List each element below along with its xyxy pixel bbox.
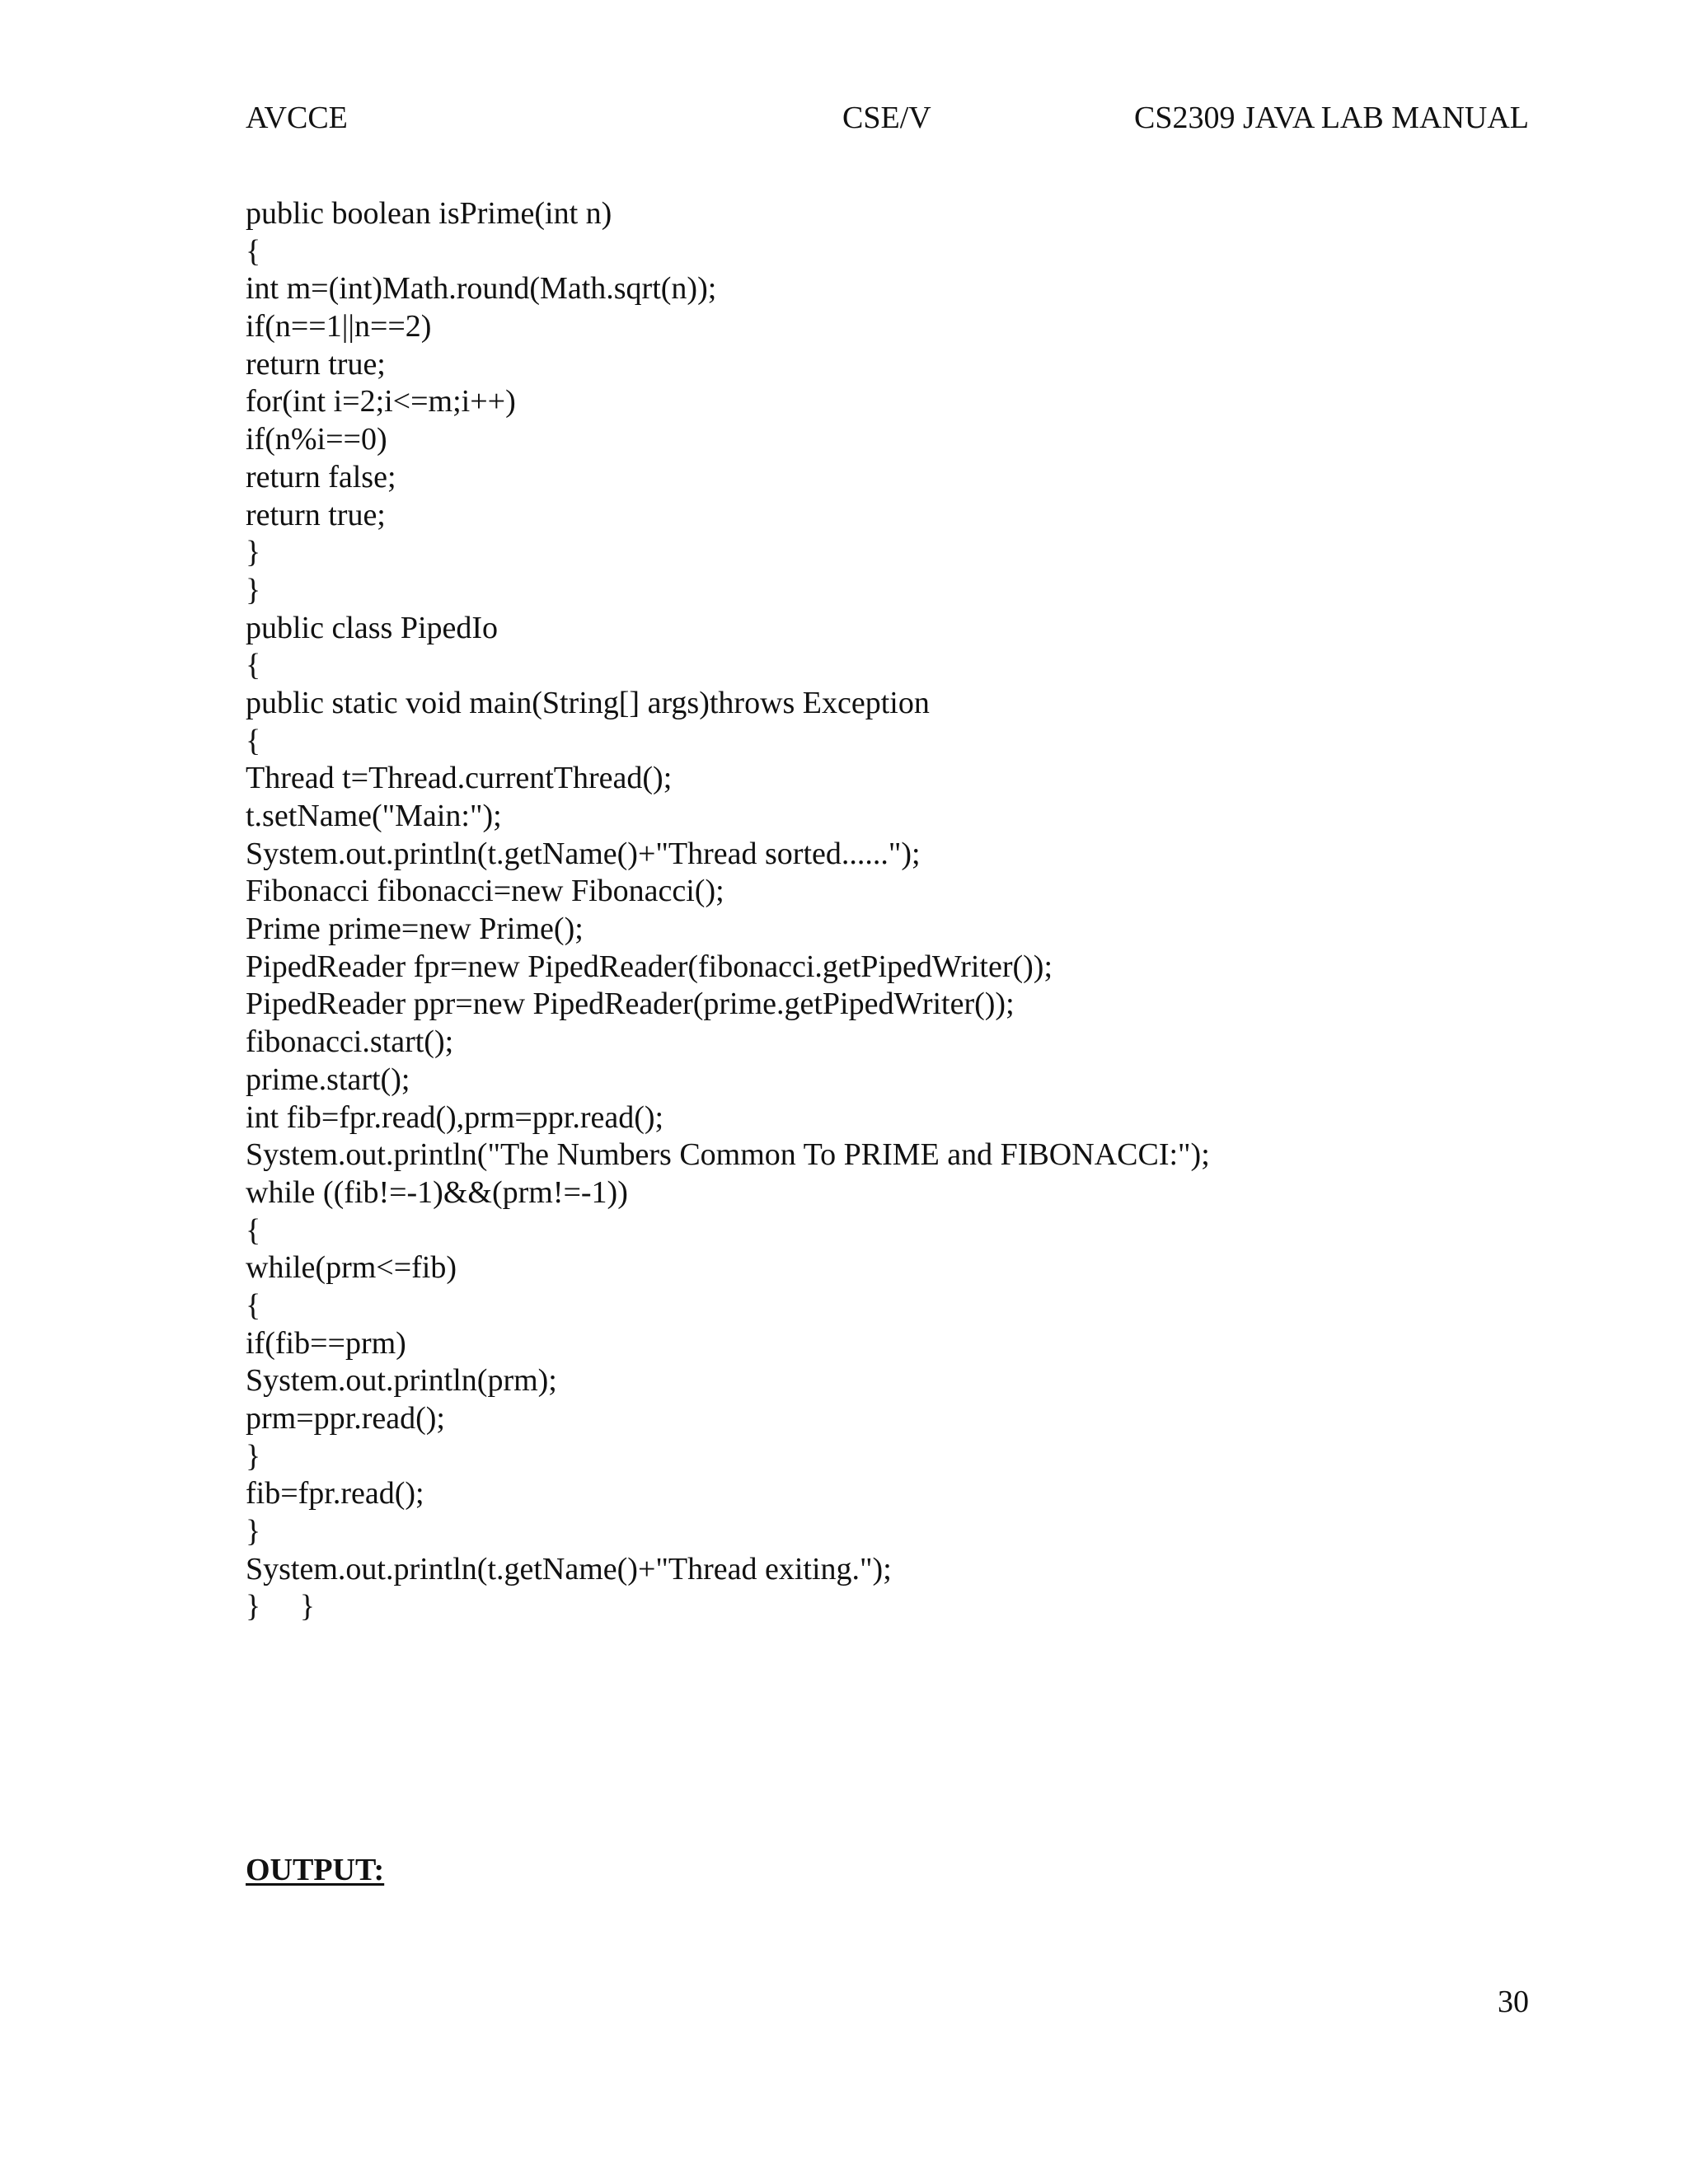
code-line: }	[246, 1438, 261, 1474]
code-line: while ((fib!=-1)&&(prm!=-1))	[246, 1174, 628, 1210]
page-number: 30	[1498, 1985, 1529, 2019]
code-line: {	[246, 723, 261, 758]
output-heading: OUTPUT:	[246, 1853, 385, 1887]
code-line: public static void main(String[] args)throws Exception	[246, 685, 930, 720]
code-line: {	[246, 1212, 261, 1248]
code-line: {	[246, 233, 261, 269]
code-line: if(fib==prm)	[246, 1325, 406, 1361]
code-line: public class PipedIo	[246, 610, 499, 645]
code-line: System.out.println(prm);	[246, 1363, 557, 1399]
code-line: prime.start();	[246, 1062, 410, 1097]
header-institution: AVCCE	[246, 101, 348, 135]
code-line: if(n==1||n==2)	[246, 309, 432, 344]
code-line: }	[246, 535, 261, 570]
code-line: public boolean isPrime(int n)	[246, 196, 612, 231]
code-line: while(prm<=fib)	[246, 1250, 457, 1286]
code-line: t.setName("Main:");	[246, 799, 502, 833]
code-line: for(int i=2;i<=m;i++)	[246, 384, 516, 419]
code-line: System.out.println(t.getName()+"Thread sorted......");	[246, 836, 921, 871]
code-line: int m=(int)Math.round(Math.sqrt(n));	[246, 271, 717, 307]
code-line: Prime prime=new Prime();	[246, 912, 584, 947]
code-line: }	[246, 572, 261, 607]
code-line: if(n%i==0)	[246, 422, 387, 457]
code-line: fibonacci.start();	[246, 1024, 454, 1060]
code-line: int fib=fpr.read(),prm=ppr.read();	[246, 1099, 664, 1135]
page-header	[0, 97, 1688, 138]
code-line: Fibonacci fibonacci=new Fibonacci();	[246, 874, 724, 909]
header-department: CSE/V	[842, 101, 931, 135]
code-line: return true;	[246, 497, 386, 532]
code-line: PipedReader ppr=new PipedReader(prime.getPipedWriter());	[246, 987, 1015, 1022]
code-line: System.out.println(t.getName()+"Thread exiting.");	[246, 1551, 892, 1586]
code-line: Thread t=Thread.currentThread();	[246, 761, 673, 796]
code-line: PipedReader fpr=new PipedReader(fibonacci.getPipedWriter());	[246, 949, 1053, 984]
code-line: return false;	[246, 459, 396, 494]
code-line: {	[246, 648, 261, 683]
code-line: }	[246, 1514, 261, 1549]
code-line: {	[246, 1287, 261, 1323]
code-line: } }	[246, 1589, 315, 1624]
code-line: fib=fpr.read();	[246, 1476, 424, 1511]
code-listing	[246, 195, 1210, 1626]
code-line: System.out.println("The Numbers Common To PRIME and FIBONACCI:");	[246, 1137, 1210, 1173]
header-course-title: CS2309 JAVA LAB MANUAL	[1134, 101, 1529, 135]
code-line: return true;	[246, 346, 386, 382]
code-line: prm=ppr.read();	[246, 1401, 445, 1436]
